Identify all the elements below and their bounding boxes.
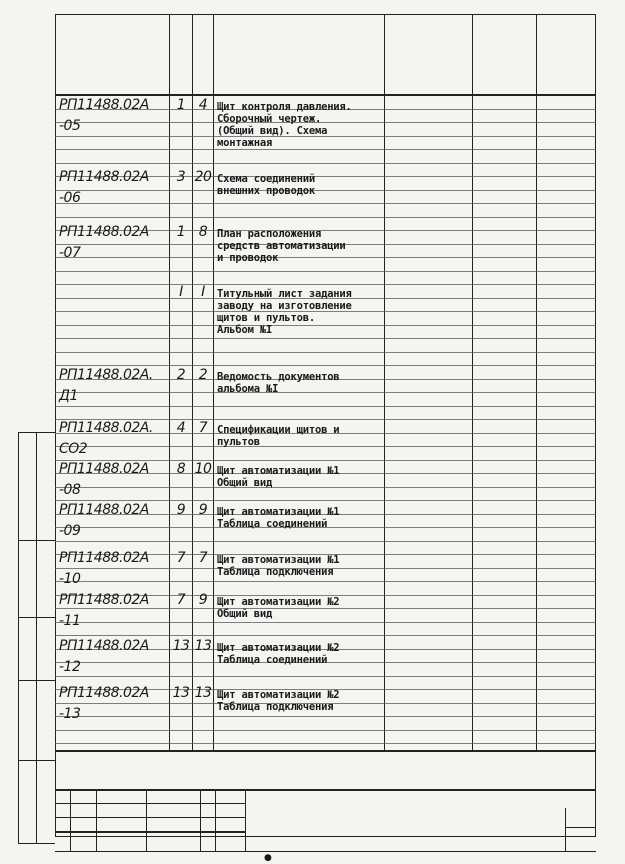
grid-line <box>55 149 596 150</box>
col-line-2 <box>192 14 193 750</box>
row-designation-suffix: Д1 <box>59 388 78 404</box>
row-sheet-count: 8 <box>176 461 186 477</box>
row-sheet-count: 7 <box>176 592 186 608</box>
grid-line <box>55 352 596 353</box>
row-designation-suffix: -12 <box>59 659 81 675</box>
tb-col-3 <box>146 789 147 851</box>
row-name: Щит автоматизации №1 Таблица соединений <box>217 506 340 530</box>
tb-col-2 <box>96 789 97 851</box>
grid-line <box>55 338 596 339</box>
row-a4-count: 2 <box>198 367 208 383</box>
title-block-row-3 <box>55 831 245 833</box>
row-name: Щит автоматизации №2 Таблица подключения <box>217 689 340 713</box>
tb-col-sheet <box>565 808 566 851</box>
margin-div-1 <box>18 540 55 541</box>
grid-line <box>55 541 596 542</box>
grid-line <box>55 217 596 218</box>
margin-div-2 <box>18 617 55 618</box>
col-line-1 <box>169 14 170 750</box>
row-sheet-count: 1 <box>176 224 186 240</box>
tb-col-1 <box>70 789 71 851</box>
row-sheet-count: 3 <box>176 169 186 185</box>
margin-div-4 <box>18 760 55 761</box>
row-designation: РП11488.02А <box>59 502 149 518</box>
row-designation: РП11488.02А <box>59 638 149 654</box>
row-sheet-count: 13 <box>172 638 190 654</box>
row-a4-count: 20 <box>194 169 212 185</box>
row-a4-count: 7 <box>198 420 208 436</box>
left-margin-strip-outer <box>18 432 37 844</box>
row-name: План расположения средств автоматизации и проводок <box>217 228 346 264</box>
row-designation-suffix: -09 <box>59 523 81 539</box>
row-designation: РП11488.02А <box>59 592 149 608</box>
grid-line <box>55 581 596 582</box>
row-designation: РП11488.02А <box>59 550 149 566</box>
grid-line <box>55 406 596 407</box>
row-name: Щит автоматизации №1 Общий вид <box>217 465 340 489</box>
row-sheet-count: 4 <box>176 420 186 436</box>
row-a4-count: 4 <box>198 97 208 113</box>
row-a4-count: 13 <box>194 638 212 654</box>
tb-col-5 <box>215 789 216 851</box>
row-sheet-count: 9 <box>176 502 186 518</box>
row-designation: РП11488.02А <box>59 461 149 477</box>
row-a4-count: 10 <box>194 461 212 477</box>
col-line-6 <box>536 14 537 750</box>
title-block-bottom <box>55 851 596 852</box>
row-a4-count: 7 <box>198 550 208 566</box>
row-a4-count: I <box>201 284 205 300</box>
row-designation-suffix: -07 <box>59 245 81 261</box>
grid-line <box>55 676 596 677</box>
row-name: Схема соединений внешних проводок <box>217 173 315 197</box>
row-sheet-count: 13 <box>172 685 190 701</box>
row-sheet-count: I <box>179 284 183 300</box>
margin-div-3 <box>18 680 55 681</box>
row-name: Щит автоматизации №1 Таблица подключения <box>217 554 340 578</box>
row-designation-suffix: -10 <box>59 571 81 587</box>
title-block-row-2 <box>55 817 245 818</box>
row-a4-count: 8 <box>198 224 208 240</box>
row-designation: РП11488.02А. <box>59 420 153 436</box>
title-block-mid <box>55 789 596 791</box>
left-margin-strip-inner <box>37 432 55 844</box>
row-name: Титульный лист задания заводу на изготовление щитов и пультов. Альбом №I <box>217 288 352 336</box>
title-block-row-1 <box>55 803 245 804</box>
row-name: Щит контроля давления. Сборочный чертеж. (Общий вид). Схема монтажная <box>217 101 352 149</box>
title-block-top <box>55 750 596 752</box>
row-designation-suffix: -06 <box>59 190 81 206</box>
grid-line <box>55 365 596 366</box>
grid-line <box>55 622 596 623</box>
row-name: Ведомость документов альбома №I <box>217 371 340 395</box>
row-sheet-count: 1 <box>176 97 186 113</box>
grid-line <box>55 163 596 164</box>
row-sheet-count: 2 <box>176 367 186 383</box>
row-name: Щит автоматизации №2 Таблица соединений <box>217 642 340 666</box>
row-designation: РП11488.02А <box>59 97 149 113</box>
row-name: Щит автоматизации №2 Общий вид <box>217 596 340 620</box>
row-designation-suffix: -05 <box>59 118 81 134</box>
grid-line <box>55 284 596 285</box>
grid-line <box>55 500 596 501</box>
grid-line <box>55 271 596 272</box>
tb-col-4 <box>200 789 201 851</box>
header-divider <box>55 94 596 96</box>
row-sheet-count: 7 <box>176 550 186 566</box>
grid-line <box>55 203 596 204</box>
row-name: Спецификации щитов и пультов <box>217 424 340 448</box>
grid-line <box>55 743 596 744</box>
row-designation-suffix: СО2 <box>59 441 88 457</box>
footer-mark: ● <box>264 853 272 863</box>
col-line-3 <box>213 14 214 750</box>
row-designation: РП11488.02А. <box>59 367 153 383</box>
tb-sheet-divider <box>565 827 596 828</box>
grid-line <box>55 730 596 731</box>
row-a4-count: 13 <box>194 685 212 701</box>
row-a4-count: 9 <box>198 592 208 608</box>
row-designation-suffix: -13 <box>59 706 81 722</box>
row-designation-suffix: -11 <box>59 613 81 629</box>
row-designation-suffix: -08 <box>59 482 81 498</box>
grid-line <box>55 635 596 636</box>
col-line-5 <box>472 14 473 750</box>
row-designation: РП11488.02А <box>59 685 149 701</box>
row-designation: РП11488.02А <box>59 224 149 240</box>
tb-col-6 <box>245 789 246 851</box>
row-a4-count: 9 <box>198 502 208 518</box>
grid-line <box>55 716 596 717</box>
row-designation: РП11488.02А <box>59 169 149 185</box>
